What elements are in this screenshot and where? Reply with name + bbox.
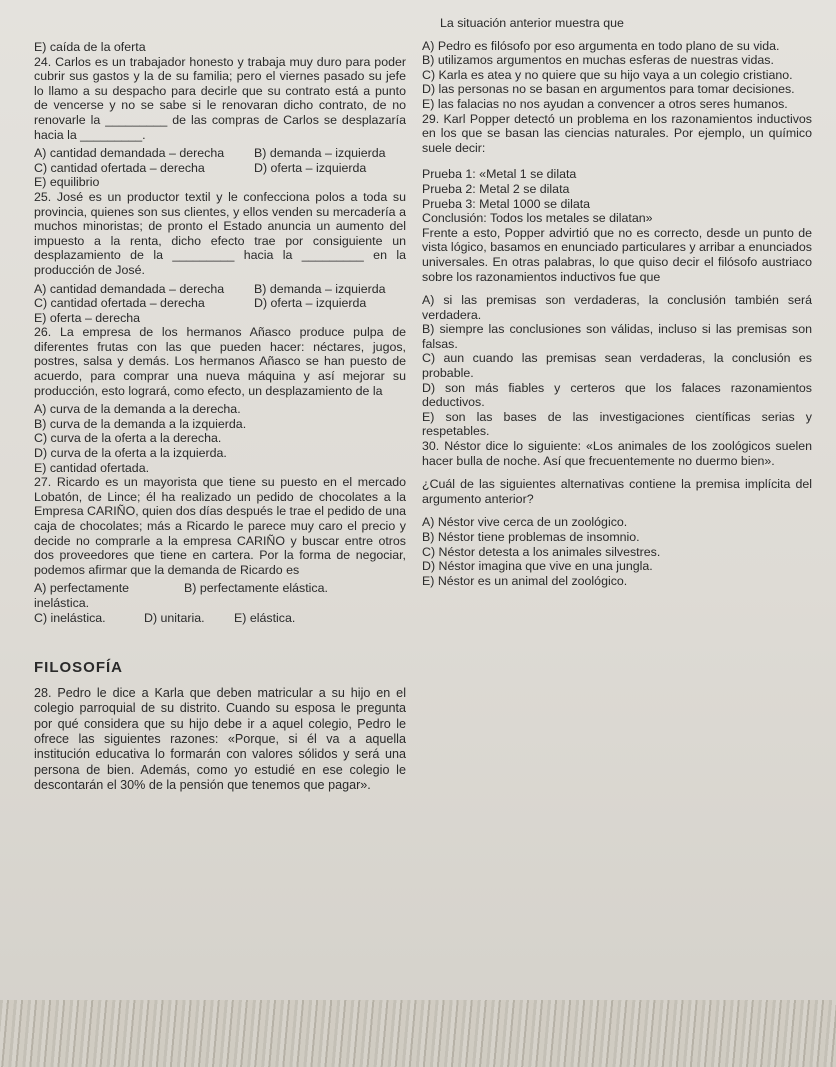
q30-option-e: E) Néstor es un animal del zoológico. [422, 573, 628, 588]
bottom-scratch-texture [0, 1000, 836, 1067]
q26-option-c: C) curva de la oferta a la derecha. [34, 431, 222, 446]
q29-after-text: Frente a esto, Popper advirtió que no es correcto, desde un punto de vista lógico, basamos en enunciado particulares y arribar a enunciados universales. En otras palabras, lo que quiso decir el filósofo austriaco sobre los razonamientos inductivos fue que [422, 225, 812, 284]
q24-option-c: C) cantidad ofertada – derecha [34, 160, 205, 175]
q25-option-e: E) oferta – derecha [34, 310, 141, 325]
question-28-text: 28. Pedro le dice a Karla que deben matricular a su hijo en el colegio parroquial de su distrito. Cuando su esposa le pregunta por qué considera que su hijo debe ir a aquel colegio, Pedro le ofrece las siguientes razones: «Porque, si él va a aquella institución educativa lo formarán con valores sólidos y será una persona de bien. Además, como yo estudié en ese colegio le descontarán el 30% de la pensión que tenemos que pagar». [34, 685, 406, 793]
q24-option-a: A) cantidad demandada – derecha [34, 146, 225, 161]
q28-option-b: B) utilizamos argumentos en muchas esferas de nuestras vidas. [422, 53, 774, 68]
q29-premise-3: Prueba 3: Metal 1000 se dilata [422, 196, 591, 211]
q29-conclusion: Conclusión: Todos los metales se dilatan» [422, 211, 653, 226]
question-27-options-row-2 [34, 611, 406, 626]
q28-question: La situación anterior muestra que [440, 16, 624, 30]
q27-option-d: D) unitaria. [144, 610, 205, 625]
q27-option-b: B) perfectamente elástica. [184, 581, 328, 596]
q26-option-d: D) curva de la oferta a la izquierda. [34, 446, 227, 461]
q30-option-a: A) Néstor vive cerca de un zoológico. [422, 515, 628, 530]
q27-option-e: E) elástica. [234, 610, 296, 625]
question-27-options-row-1 [34, 581, 406, 610]
q30-option-b: B) Néstor tiene problemas de insomnio. [422, 530, 640, 544]
question-25-options-row-1 [34, 282, 406, 297]
q28-option-c: C) Karla es atea y no quiere que su hijo vaya a un colegio cristiano. [422, 67, 793, 82]
q27-option-c: C) inelástica. [34, 610, 106, 625]
q25-option-a: A) cantidad demandada – derecha [34, 281, 225, 296]
q26-option-e: E) cantidad ofertada. [34, 460, 150, 475]
left-column [34, 40, 406, 798]
q29-option-c: C) aun cuando las premisas sean verdaderas, la conclusión es probable. [422, 351, 812, 381]
q29-premise-2: Prueba 2: Metal 2 se dilata [422, 181, 570, 196]
q25-option-c: C) cantidad ofertada – derecha [34, 296, 205, 311]
q29-option-a: A) si las premisas son verdaderas, la conclusión también será verdadera. [422, 293, 812, 322]
q30-option-d: D) Néstor imagina que vive en una jungla. [422, 559, 653, 574]
question-24-text: 24. Carlos es un trabajador honesto y trabaja muy duro para poder cubrir sus gastos y la de su familia; pero el viernes pasado su jefe lo llamo a su despacho para decirle que su contrato está a punto de vencerse y no se sabe si le renovaran dicho contrato, de no renovarle la _________ de las compras de Carlos se desplazaría hacia la _________. [34, 54, 406, 142]
q30-question: ¿Cuál de las siguientes alternativas contiene la premisa implícita del argumento anterior? [422, 477, 812, 506]
q28-option-a: A) Pedro es filósofo por eso argumenta en todo plano de su vida. [422, 38, 780, 53]
question-24-options-row-2 [34, 161, 406, 176]
question-26-text: 26. La empresa de los hermanos Añasco produce pulpa de diferentes frutas con las que pueden hacer: néctares, jugos, postres, salsa y demás. Los hermanos Añasco se han puesto de acuerdo, para comprar una nueva máquina y así mejorar su producción, esto logrará, como efecto, un desplazamiento de la [34, 325, 406, 398]
right-column [422, 16, 812, 588]
q24-option-e: E) equilibrio [34, 175, 100, 190]
q24-option-d: D) oferta – izquierda [254, 160, 367, 175]
q29-option-d: D) son más fiables y certeros que los falaces razonamientos deductivos. [422, 380, 812, 410]
q29-option-b: B) siempre las conclusiones son válidas, incluso si las premisas son falsas. [422, 322, 812, 351]
question-25-text: 25. José es un productor textil y le confecciona polos a toda su provincia, quienes son sus clientes, y ellos venden su mercadería a muchos minoristas; de pronto el Estado anuncia un aumento del impuesto a la renta, dicho efecto trae por consiguiente un desplazamiento de la _________ hacia la _________ en la producción de José. [34, 189, 406, 277]
q25-option-b: B) demanda – izquierda [254, 281, 386, 296]
q26-option-b: B) curva de la demanda a la izquierda. [34, 416, 247, 431]
q29-option-e: E) son las bases de las investigaciones científicas serias y respetables. [422, 409, 812, 439]
q24-prev-option-e: E) caída de la oferta [34, 40, 146, 54]
q28-option-d: D) las personas no se basan en argumentos para tomar decisiones. [422, 82, 795, 97]
q27-option-a: A) perfectamente inelástica. [34, 581, 130, 610]
section-title-filosofia: FILOSOFÍA [34, 659, 123, 677]
question-29-text: 29. Karl Popper detectó un problema en los razonamientos inductivos en los que se basan las ciencias naturales. Por ejemplo, un químico suele decir: [422, 111, 812, 155]
q29-premise-1: Prueba 1: «Metal 1 se dilata [422, 167, 577, 182]
q28-option-e: E) las falacias no nos ayudan a convencer a otros seres humanos. [422, 96, 788, 111]
question-27-text: 27. Ricardo es un mayorista que tiene su puesto en el mercado Lobatón, de Lince; él ha realizado un pedido de chocolates a la Empresa CARIÑO, quien dos días después le trae el pedido de una caja de chocolates; más a Ricardo le parece muy caro el precio y decide no comprarle a la empresa CARIÑO y buscar entre otros dos proveedores que tiene en cartera. Por la forma de negociar, podemos afirmar que la demanda de Ricardo es [34, 475, 406, 577]
question-25-options-row-2 [34, 296, 406, 311]
question-24-options-row-1 [34, 146, 406, 161]
q26-option-a: A) curva de la demanda a la derecha. [34, 402, 241, 417]
q24-option-b: B) demanda – izquierda [254, 146, 386, 161]
question-30-text: 30. Néstor dice lo siguiente: «Los animales de los zoológicos suelen hacer bulla de noche. Así que frecuentemente no duermo bien». [422, 439, 812, 468]
q25-option-d: D) oferta – izquierda [254, 296, 367, 311]
q30-option-c: C) Néstor detesta a los animales silvestres. [422, 544, 661, 559]
